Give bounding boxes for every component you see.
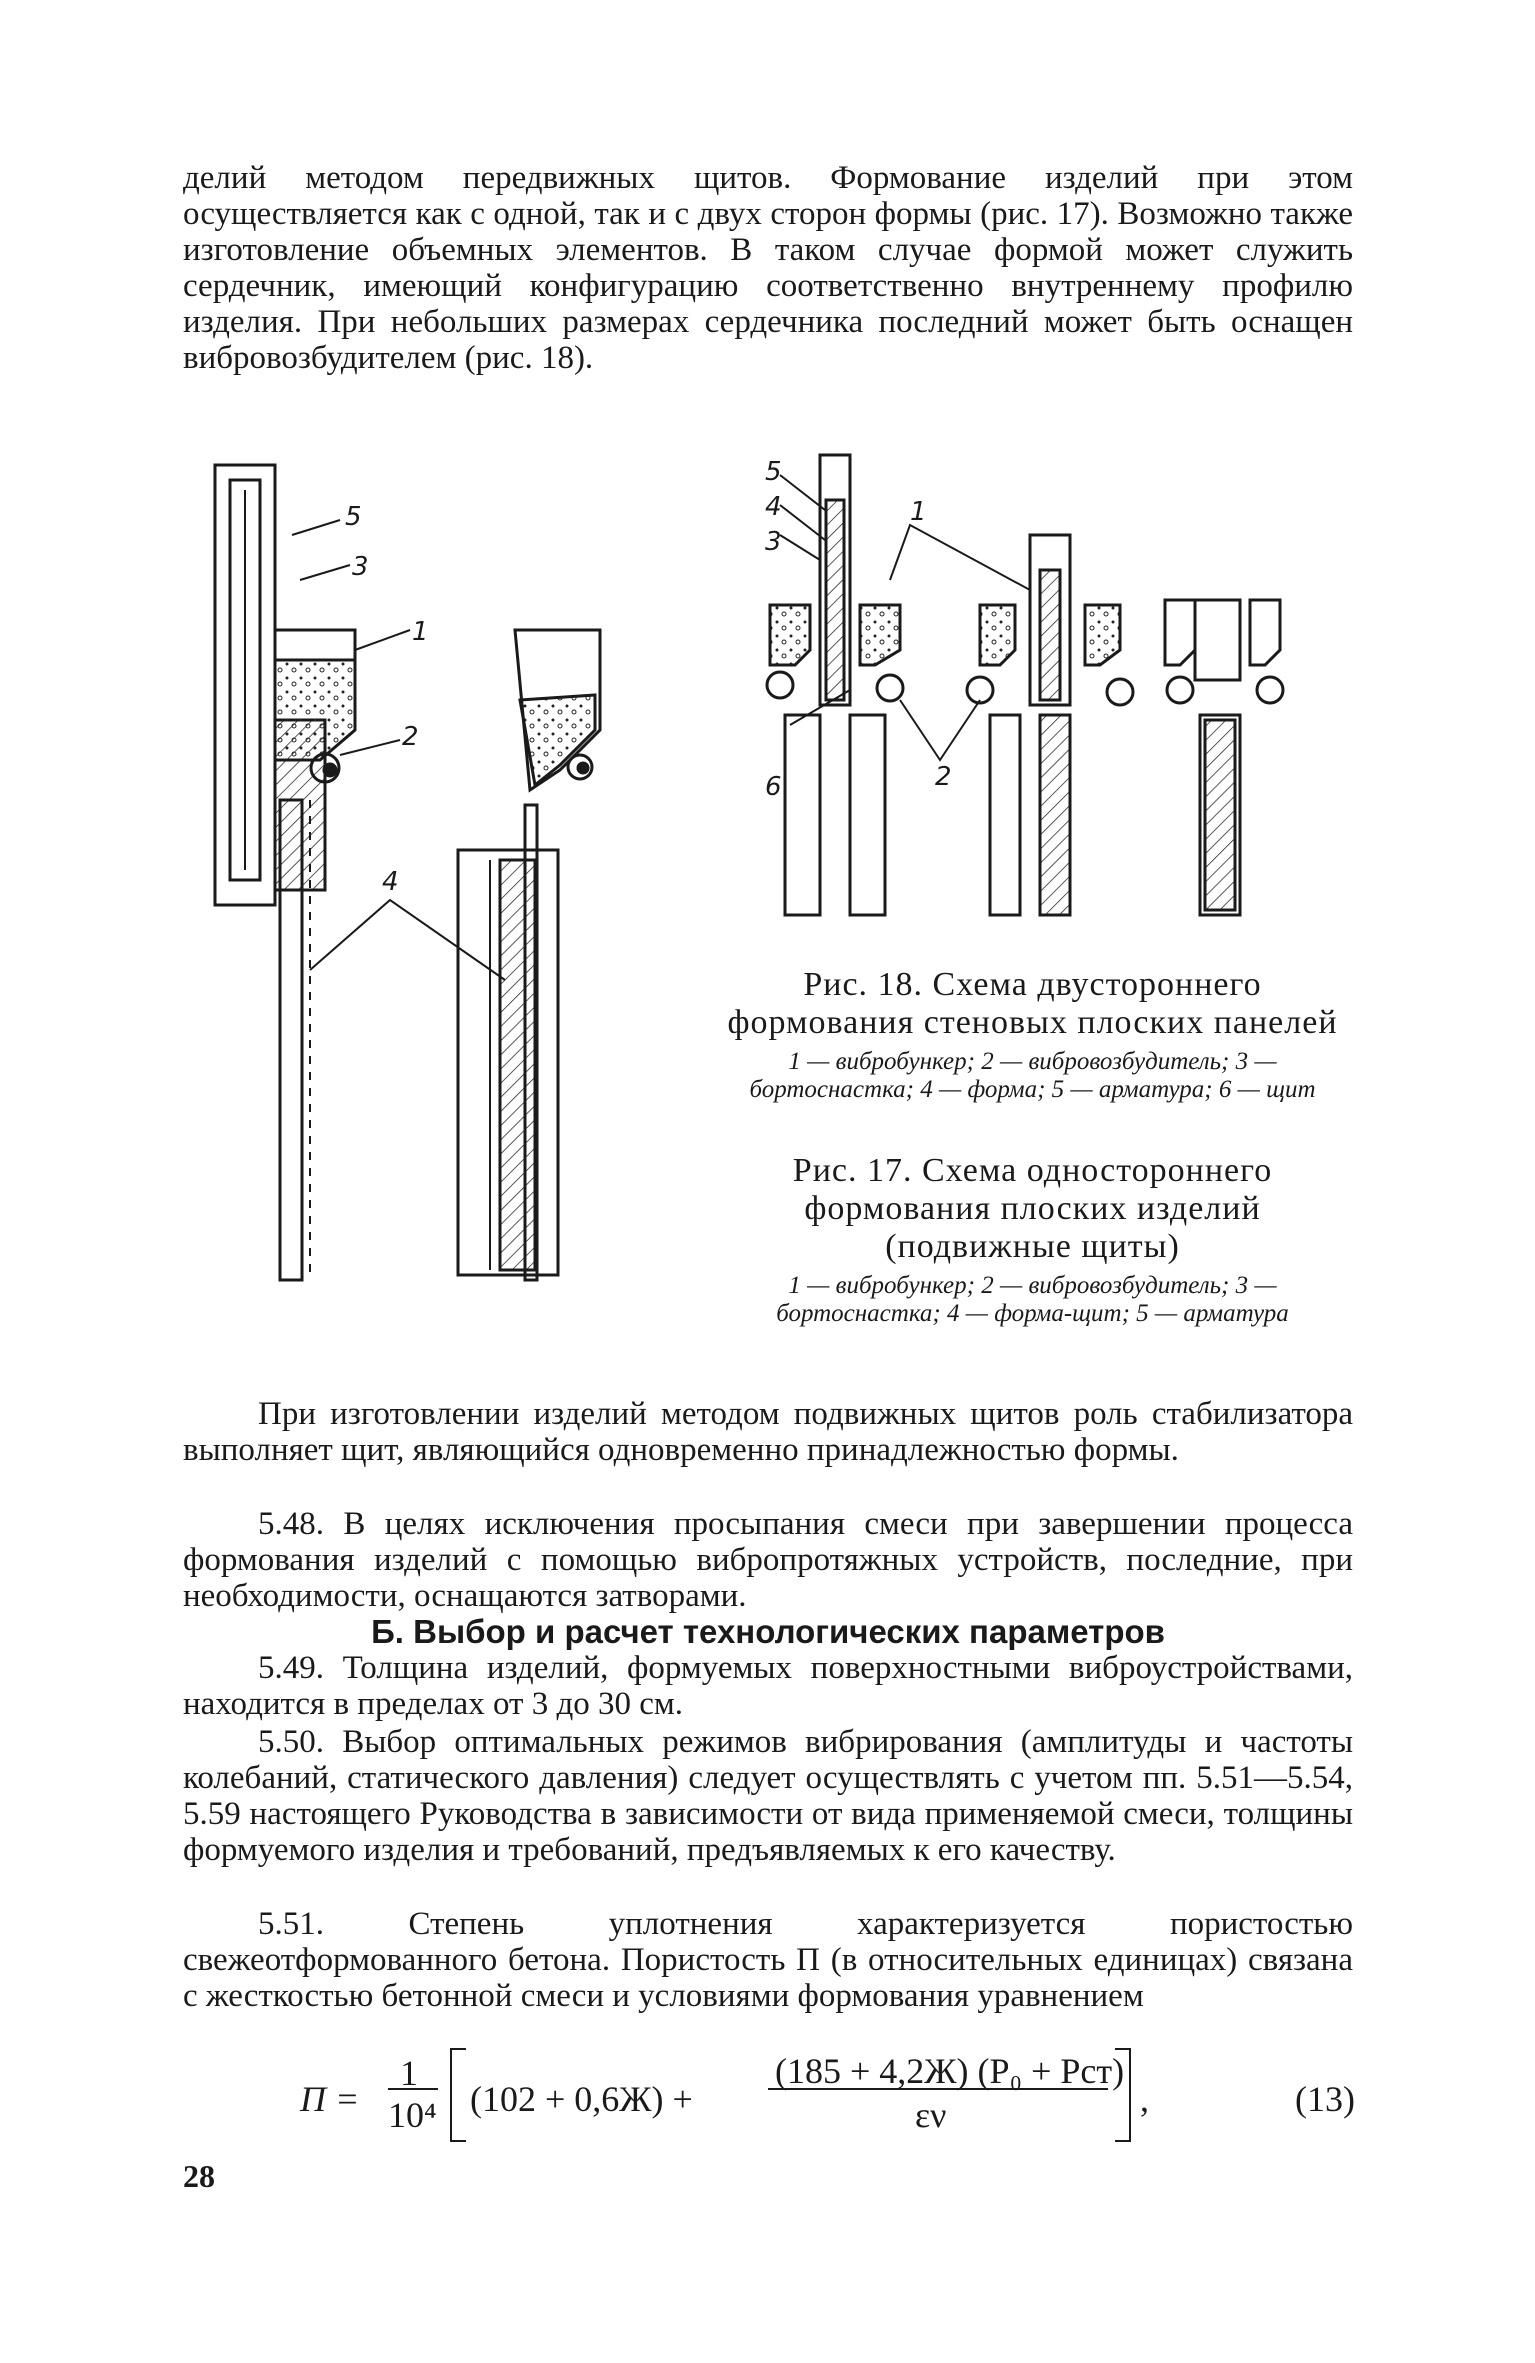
fig17-caption: Рис. 17. Схема одностороннего формования плоских изделий (подвижные щиты) bbox=[792, 1152, 1273, 1265]
fig18-label-2: 2 bbox=[935, 762, 952, 792]
paragraph-stabilizer: При изготовлении изделий методом подвижных щитов роль стабилизатора выполняет щит, являющийся одновременно принадлежностью формы. bbox=[183, 1396, 1353, 1468]
formula-tail: , bbox=[1140, 2079, 1149, 2119]
fig17-label-1: 1 bbox=[412, 617, 429, 647]
formula-num2: (185 + 4,2Ж) (P₀ + Pст) bbox=[775, 2051, 1125, 2091]
formula-13 bbox=[290, 2048, 1360, 2158]
formula-number: (13) bbox=[1295, 2079, 1355, 2119]
formula-bracket-right bbox=[1115, 2048, 1131, 2142]
fig18-label-6: 6 bbox=[765, 772, 782, 802]
page-number: 28 bbox=[183, 2158, 215, 2194]
paragraph-5-51: 5.51. Степень уплотнения характеризуется пористостью свежеотформованного бетона. Пористость П (в относительных единицах) связана с жесткостью бетонной смеси и условиями формования уравнением bbox=[183, 1906, 1353, 2014]
paragraph-5-48: 5.48. В целях исключения просыпания смеси при завершении процесса формования изделий с помощью вибропротяжных устройств, последние, при необходимости, оснащаются затворами. bbox=[183, 1506, 1353, 1614]
figure-18-diagram bbox=[760, 450, 1350, 930]
formula-frac-den: 10⁴ bbox=[388, 2095, 437, 2135]
fig18-label-3: 3 bbox=[765, 527, 782, 557]
fig17-legend: 1 — вибробункер; 2 — вибровозбудитель; 3 — бортоснастка; 4 — форма-щит; 5 — арматура bbox=[776, 1272, 1289, 1327]
fig18-label-4: 4 bbox=[765, 492, 782, 522]
paragraph-5-49: 5.49. Толщина изделий, формуемых поверхностными виброустройствами, находится в пределах от 3 до 30 см. bbox=[183, 1650, 1353, 1722]
fig18-legend: 1 — вибробункер; 2 — вибровозбудитель; 3 — бортоснастка; 4 — форма; 5 — арматура; 6 — щит bbox=[749, 1048, 1316, 1103]
fig18-label-5: 5 bbox=[765, 457, 782, 487]
fig17-label-5: 5 bbox=[345, 502, 362, 532]
section-heading: Б. Выбор и расчет технологических параметров bbox=[371, 1613, 1165, 1650]
formula-bracket-left bbox=[450, 2048, 466, 2142]
formula-term1: (102 + 0,6Ж) + bbox=[470, 2079, 693, 2119]
paragraph-intro: делий методом передвижных щитов. Формование изделий при этом осуществляется как с одной, так и с двух сторон формы (рис. 17). Возможно также изготовление объемных элементов. В таком случае формой может служить сердечник, имеющий конфигурацию соответственно внутреннему профилю изделия. При небольших размерах сердечника последний может быть оснащен вибровозбудителем (рис. 18). bbox=[183, 160, 1353, 376]
formula-frac-line-2 bbox=[768, 2088, 1108, 2090]
formula-frac-num: 1 bbox=[400, 2053, 418, 2093]
fig17-label-3: 3 bbox=[352, 552, 369, 582]
formula-den2: εν bbox=[915, 2095, 947, 2135]
fig17-label-2: 2 bbox=[402, 722, 419, 752]
fig18-label-1: 1 bbox=[910, 497, 927, 527]
formula-frac-line-1 bbox=[388, 2088, 438, 2090]
fig18-caption: Рис. 18. Схема двустороннего формования стеновых плоских панелей bbox=[727, 966, 1338, 1041]
paragraph-5-50: 5.50. Выбор оптимальных режимов вибрирования (амплитуды и частоты колебаний, статического давления) следует осуществлять с учетом пп. 5.51—5.54, 5.59 настоящего Руководства в зависимости от вида применяемой смеси, толщины формуемого изделия и требований, предъявляемых к его качеству. bbox=[183, 1724, 1353, 1868]
figure-17-diagram bbox=[200, 450, 680, 1320]
formula-lhs: П = bbox=[300, 2079, 360, 2119]
fig17-label-4: 4 bbox=[382, 867, 399, 897]
